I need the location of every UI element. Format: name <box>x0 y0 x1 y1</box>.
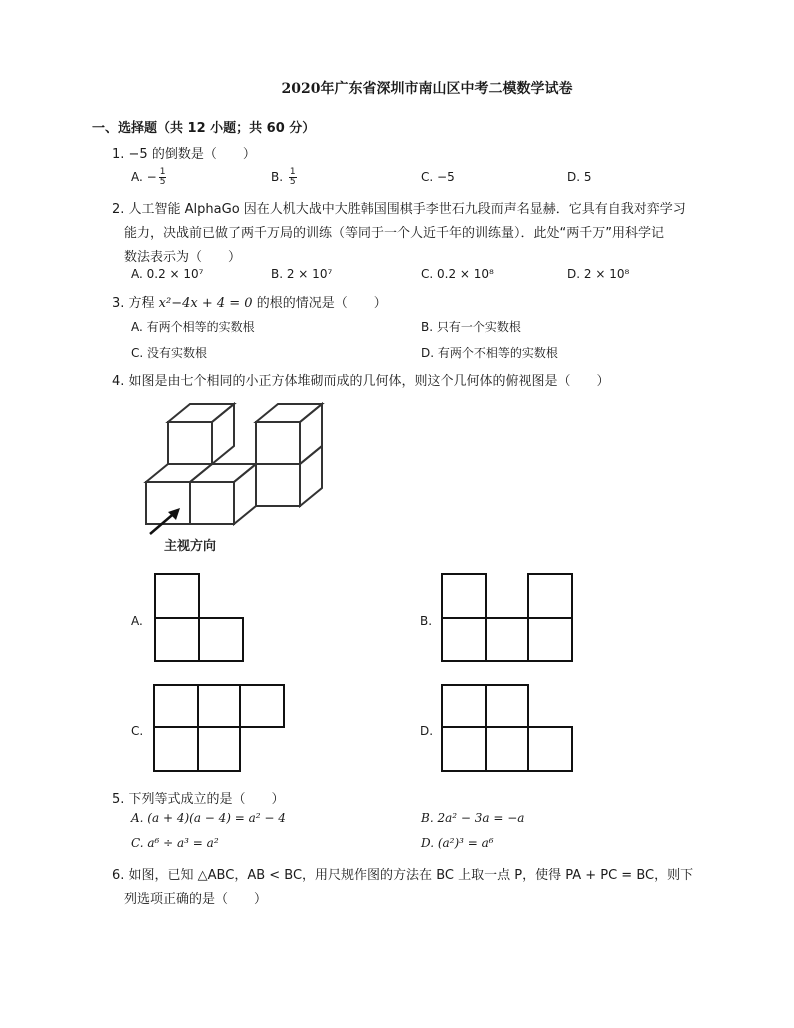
q2-option-c[interactable]: C. 0.2 × 10⁸ <box>421 267 494 281</box>
q3-stem-suffix: 的根的情况是（ ） <box>252 296 387 311</box>
q1-option-b-prefix: B. <box>271 170 287 184</box>
q1-option-a-prefix: A. − <box>131 170 157 184</box>
q2-stem-line1: 2. 人工智能 AlphaGo 因在人机大战中大胜韩国围棋手李世石九段而声名显赫．它具有自我对弈学习 <box>112 202 686 217</box>
q4-option-b-grid[interactable] <box>440 572 576 664</box>
q3-stem-prefix: 3. 方程 <box>112 296 159 311</box>
q5-option-b[interactable]: B. 2a² − 3a = −a <box>421 811 525 825</box>
q4-option-d-grid[interactable] <box>440 683 576 775</box>
q4-option-a-grid[interactable] <box>154 572 246 664</box>
q3-option-b[interactable]: B. 只有一个实数根 <box>421 320 521 334</box>
q1-option-b-fraction: $\frac{1}{5}$ <box>289 167 296 187</box>
q4-stem: 4. 如图是由七个相同的小正方体堆砌而成的几何体，则这个几何体的俯视图是（ ） <box>112 374 610 389</box>
q1-option-c[interactable]: C. −5 <box>421 170 455 184</box>
q6-stem-line2: 列选项正确的是（ ） <box>124 892 268 907</box>
q2-option-d[interactable]: D. 2 × 10⁸ <box>567 267 630 281</box>
section-heading: 一、选择题（共 12 小题；共 60 分） <box>92 121 316 136</box>
q3-option-d[interactable]: D. 有两个不相等的实数根 <box>421 346 558 360</box>
q3-equation: x²−4x + 4 = 0 <box>158 296 253 311</box>
q1-option-a-fraction: $\frac{1}{5}$ <box>159 167 166 187</box>
q5-option-a[interactable]: A. (a + 4)(a − 4) = a² − 4 <box>131 811 286 825</box>
q3-option-c[interactable]: C. 没有实数根 <box>131 346 208 360</box>
q1-option-a[interactable] <box>131 168 166 187</box>
q4-option-c-label[interactable]: C. <box>131 724 144 738</box>
q1-option-d[interactable]: D. 5 <box>567 170 592 184</box>
q4-option-a-label[interactable]: A. <box>131 614 143 628</box>
q3-option-a[interactable]: A. 有两个相等的实数根 <box>131 320 255 334</box>
q6-stem-line1: 6. 如图，已知 △ABC，AB < BC，用尺规作图的方法在 BC 上取一点 P，使得 PA + PC = BC，则下 <box>112 868 694 883</box>
q5-stem: 5. 下列等式成立的是（ ） <box>112 792 285 807</box>
q3-stem <box>112 292 387 311</box>
q4-figure-caption: 主视方向 <box>164 539 217 554</box>
q1-stem: 1. −5 的倒数是（ ） <box>112 147 256 162</box>
q4-option-c-grid[interactable] <box>152 683 288 775</box>
q2-option-a[interactable]: A. 0.2 × 10⁷ <box>131 267 204 281</box>
q2-option-b[interactable]: B. 2 × 10⁷ <box>271 267 333 281</box>
q2-stem-line3: 数法表示为（ ） <box>124 250 242 265</box>
page-title: 2020年广东省深圳市南山区中考二模数学试卷 <box>281 81 573 97</box>
q5-option-d[interactable]: D. (a²)³ = a⁶ <box>421 836 494 850</box>
q2-stem-line2: 能力，决战前已做了两千万局的训练（等同于一个人近千年的训练量）．此处“两千万”用科学记 <box>124 226 664 241</box>
q4-cube-figure <box>130 398 330 558</box>
q1-option-b[interactable] <box>271 168 297 187</box>
q5-option-c[interactable]: C. a⁶ ÷ a³ = a² <box>131 836 219 850</box>
q4-option-b-label[interactable]: B. <box>420 614 433 628</box>
q4-option-d-label[interactable]: D. <box>420 724 434 738</box>
